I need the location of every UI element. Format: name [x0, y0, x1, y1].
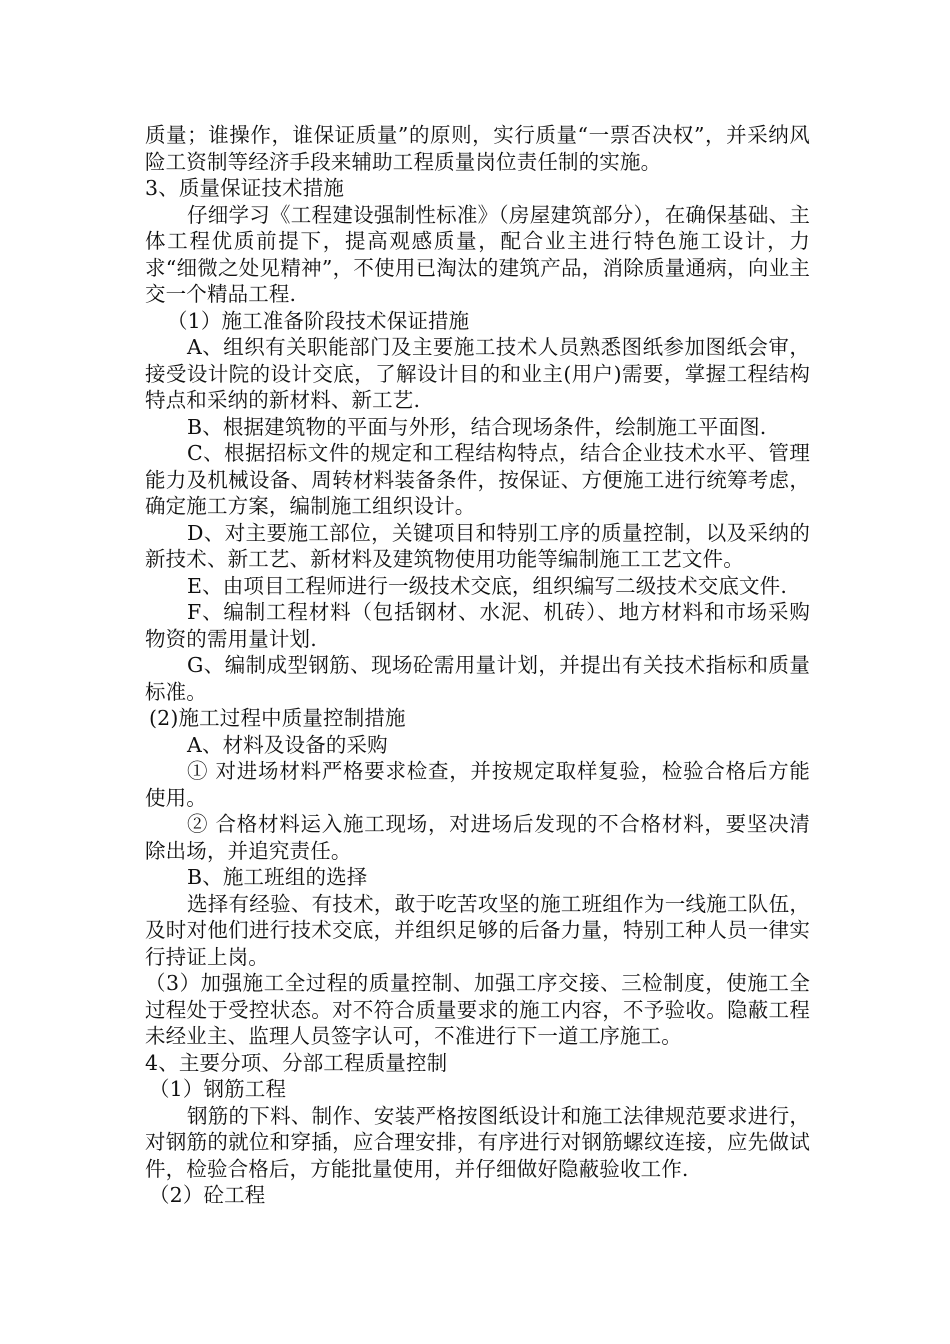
paragraph-process-quality-control: （3）加强施工全过程的质量控制、加强工序交接、三检制度，使施工全过程处于受控状态。对不符合质量要求的施工内容，不予验收。隐蔽工程未经业主、监理人员签字认可，不准进行下一道工序施工。: [145, 971, 810, 1048]
paragraph-standards-study: 仔细学习《工程建设强制性标准》（房屋建筑部分），在确保基础、主体工程优质前提下，提高观感质量，配合业主进行特色施工设计，力求“细微之处见精神”，不使用已淘汰的建筑产品，消除质量通病，向业主交一个精品工程.: [145, 202, 810, 306]
subheading-process-control: (2)施工过程中质量控制措施: [149, 706, 406, 730]
list-item-f-material-plan: F、编制工程材料（包括钢材、水泥、机砖）、地方材料和市场采购物资的需用量计划.: [145, 600, 810, 651]
list-item-c-construction-plan: C、根据招标文件的规定和工程结构特点，结合企业技术水平、管理能力及机械设备、周转材料装备条件，按保证、方便施工进行统筹考虑，确定施工方案，编制施工组织设计。: [145, 441, 810, 518]
subheading-preparation-stage: （1）施工准备阶段技术保证措施: [167, 308, 470, 333]
list-item-a-drawing-review: A、组织有关职能部门及主要施工技术人员熟悉图纸参加图纸会审，接受设计院的设计交底，了解设计目的和业主(用户)需要，掌握工程结构特点和采纳的新材料、新工艺.: [145, 335, 810, 412]
heading-quality-tech-measures: 3、质量保证技术措施: [145, 176, 345, 200]
paragraph-quality-principle: 质量；谁操作，谁保证质量”的原则，实行质量“一票否决权”，并采纳风险工资制等经济手段来辅助工程质量岗位责任制的实施。: [145, 123, 810, 174]
list-item-material-inspection: ① 对进场材料严格要求检查，并按规定取样复验，检验合格后方能使用。: [145, 759, 810, 810]
subheading-material-procurement: A、材料及设备的采购: [187, 732, 388, 757]
subheading-team-selection: B、施工班组的选择: [187, 865, 368, 889]
list-item-e-technical-disclosure: E、由项目工程师进行一级技术交底，组织编写二级技术交底文件.: [187, 573, 787, 598]
list-item-unqualified-material: ② 合格材料运入施工现场，对进场后发现的不合格材料，要坚决清除出场，并追究责任。: [145, 812, 810, 863]
subheading-concrete-works: （2）砼工程: [149, 1183, 266, 1207]
list-item-g-rebar-concrete-plan: G、编制成型钢筋、现场砼需用量计划，并提出有关技术指标和质量标准。: [145, 653, 810, 704]
subheading-rebar-works: （1）钢筋工程: [149, 1077, 287, 1101]
list-item-d-process-documents: D、对主要施工部位，关键项目和特别工序的质量控制，以及采纳的新技术、新工艺、新材料及建筑物使用功能等编制施工工艺文件。: [145, 520, 810, 571]
paragraph-team-selection: 选择有经验、有技术，敢于吃苦攻坚的施工班组作为一线施工队伍，及时对他们进行技术交底，并组织足够的后备力量，特别工种人员一律实行持证上岗。: [145, 891, 810, 969]
list-item-b-site-plan: B、根据建筑物的平面与外形，结合现场条件，绘制施工平面图.: [187, 414, 767, 439]
document-body: [145, 122, 810, 1209]
heading-main-works-control: 4、主要分项、分部工程质量控制: [145, 1050, 448, 1075]
paragraph-rebar-works: 钢筋的下料、制作、安装严格按图纸设计和施工法律规范要求进行，对钢筋的就位和穿插，应合理安排，有序进行对钢筋螺纹连接，应先做试件，检验合格后，方能批量使用，并仔细做好隐蔽验收工作.: [145, 1103, 810, 1181]
